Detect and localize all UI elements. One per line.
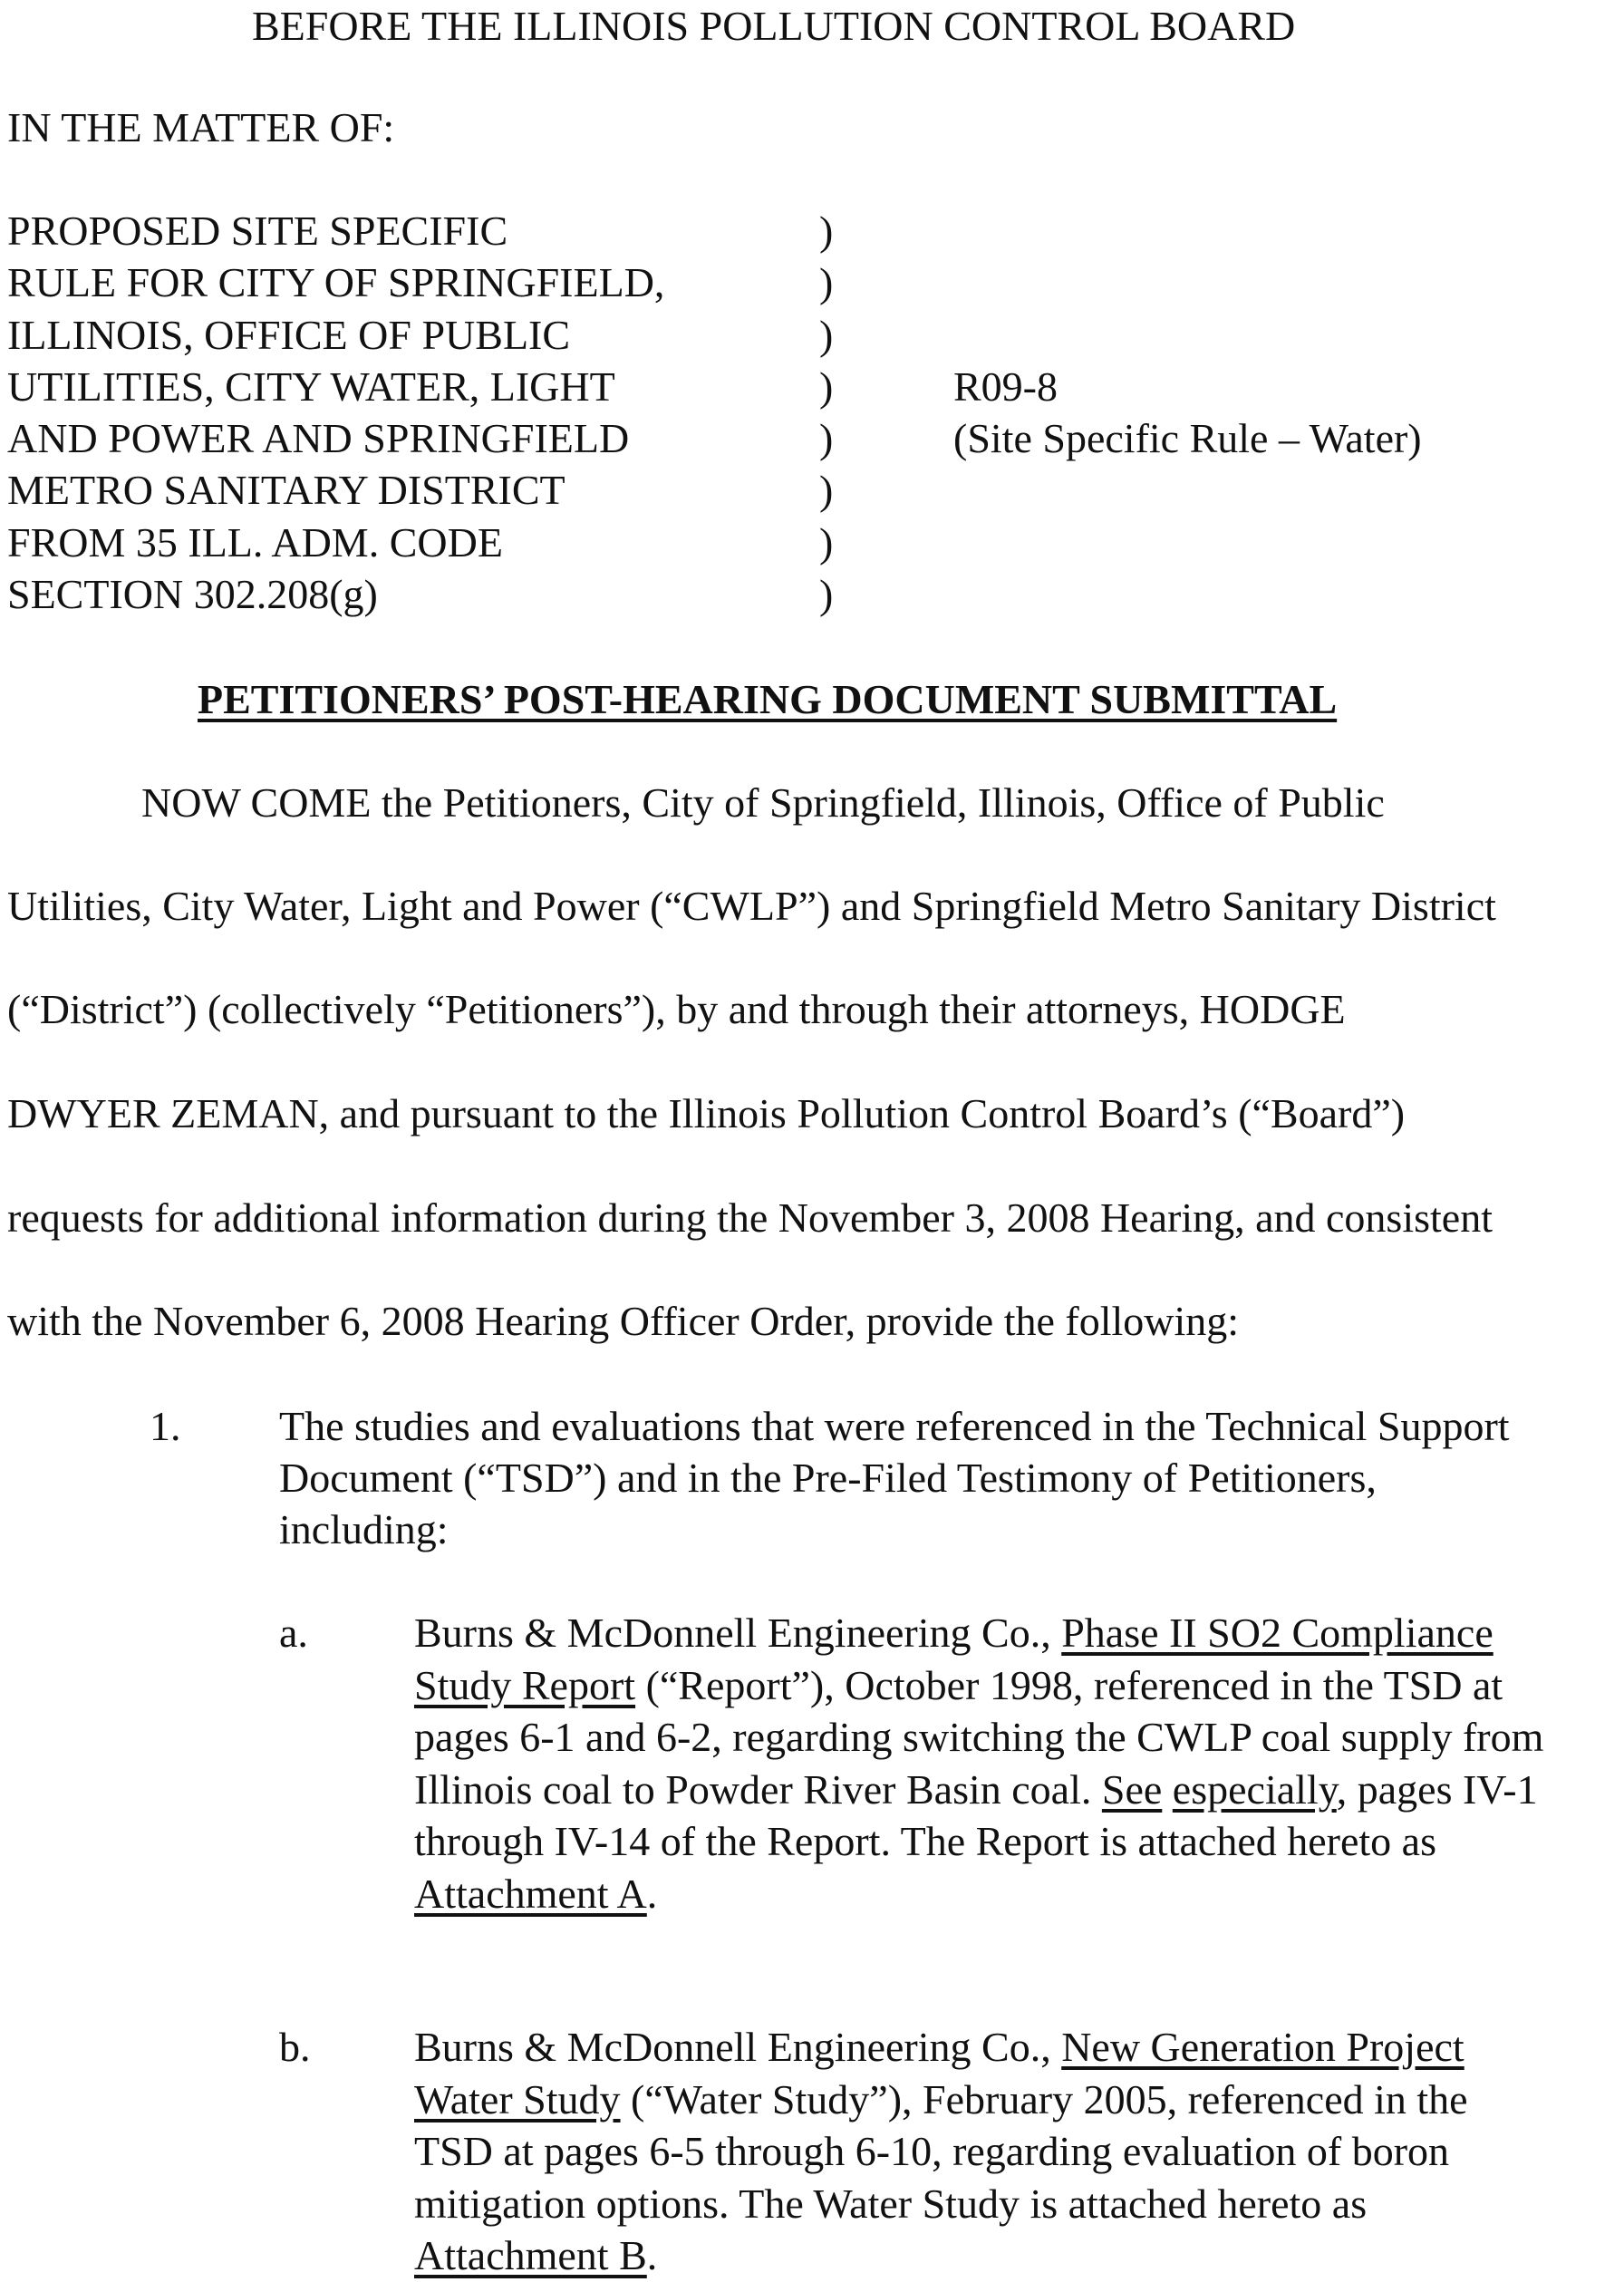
caption-paren: ) bbox=[819, 208, 834, 254]
caption-paren: ) bbox=[819, 519, 834, 566]
docket-number: R09-8 bbox=[953, 363, 1058, 410]
caption-paren: ) bbox=[819, 312, 834, 358]
caption-line: ILLINOIS, OFFICE OF PUBLIC bbox=[7, 312, 571, 358]
see-signal: See bbox=[1101, 1765, 1163, 1813]
caption-line: RULE FOR CITY OF SPRINGFIELD, bbox=[7, 259, 665, 305]
attachment-a-link: Attachment A bbox=[414, 1870, 647, 1917]
sub-item-letter: b. bbox=[279, 2024, 311, 2070]
sub-item-letter: a. bbox=[279, 1610, 308, 1656]
caption-line: SECTION 302.208(g) bbox=[7, 571, 378, 617]
sub-item-text: Burns & McDonnell Engineering Co., New Generation Project Water Study (“Water Study”), February 2005, referenced in the TSD at pages 6-5 through 6-10, regarding evaluation of boron mitigation options. The Water Study is attached hereto as Attachment B. bbox=[414, 2024, 1468, 2278]
board-heading: BEFORE THE ILLINOIS POLLUTION CONTROL BOARD bbox=[252, 3, 1296, 49]
body-line: DWYER ZEMAN, and pursuant to the Illinois Pollution Control Board’s (“Board”) bbox=[7, 1090, 1406, 1136]
caption-paren: ) bbox=[819, 415, 834, 461]
caption-line: FROM 35 ILL. ADM. CODE bbox=[7, 519, 503, 566]
body-line: requests for additional information during the November 3, 2008 Hearing, and consistent bbox=[7, 1194, 1493, 1241]
list-item-text: The studies and evaluations that were referenced in the Technical Support Document (“TSD”) and in the Pre-Filed Testimony of Petitioners, including: bbox=[279, 1403, 1510, 1552]
caption-paren: ) bbox=[819, 571, 834, 617]
matter-label: IN THE MATTER OF: bbox=[7, 104, 395, 150]
report-title: Phase II SO2 Compliance Study Report bbox=[414, 1610, 1494, 1708]
list-number: 1. bbox=[150, 1403, 181, 1449]
sub-item-text: Burns & McDonnell Engineering Co., Phase II SO2 Compliance Study Report (“Report”), October 1998, referenced in the TSD at pages 6-1 and 6-2, regarding switching the CWLP coal supply from Illinois coal to Powder River Basin coal. See especially, pages IV-1 through IV-14 of the Report. The Report is attached hereto as Attachment A. bbox=[414, 1610, 1544, 1917]
caption-paren: ) bbox=[819, 363, 834, 410]
body-line: Utilities, City Water, Light and Power (“CWLP”) and Springfield Metro Sanitary District bbox=[7, 883, 1496, 929]
water-study-title: New Generation Project Water Study bbox=[414, 2024, 1464, 2122]
body-line: (“District”) (collectively “Petitioners”), by and through their attorneys, HODGE bbox=[7, 986, 1346, 1032]
caption-line: METRO SANITARY DISTRICT bbox=[7, 467, 566, 513]
body-line: NOW COME the Petitioners, City of Springfield, Illinois, Office of Public bbox=[141, 779, 1385, 826]
caption-line: UTILITIES, CITY WATER, LIGHT bbox=[7, 363, 615, 410]
document-title: PETITIONERS’ POST-HEARING DOCUMENT SUBMITTAL bbox=[198, 676, 1338, 722]
caption-line: AND POWER AND SPRINGFIELD bbox=[7, 415, 630, 461]
body-line: with the November 6, 2008 Hearing Officer Order, provide the following: bbox=[7, 1298, 1240, 1344]
caption-paren: ) bbox=[819, 467, 834, 513]
caption-paren: ) bbox=[819, 259, 834, 305]
docket-type: (Site Specific Rule – Water) bbox=[953, 415, 1422, 461]
especially-signal: especially bbox=[1172, 1765, 1337, 1813]
caption-line: PROPOSED SITE SPECIFIC bbox=[7, 208, 508, 254]
attachment-b-link: Attachment B bbox=[414, 2232, 647, 2278]
